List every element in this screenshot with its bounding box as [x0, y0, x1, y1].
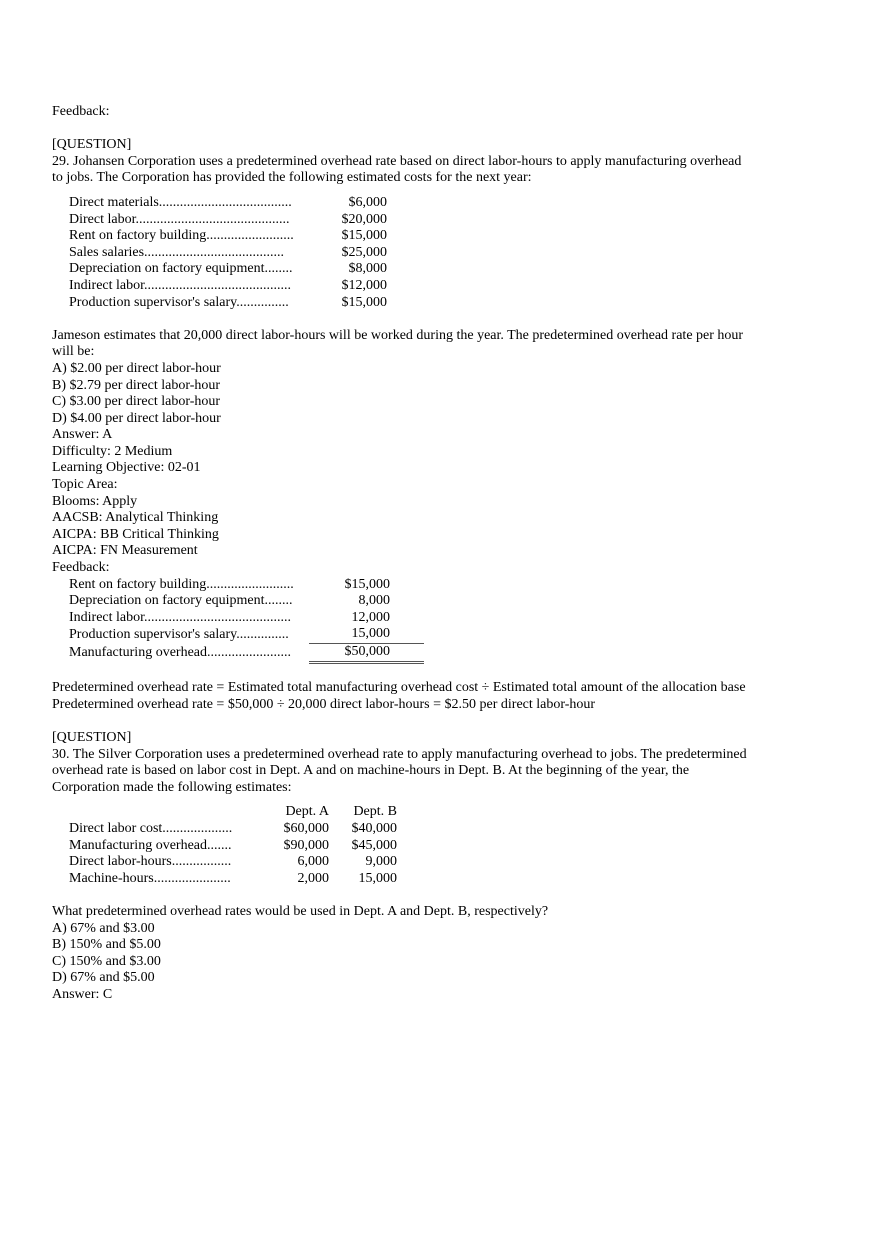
column-header-dept-b: Dept. B — [353, 804, 397, 820]
row-label: Manufacturing overhead....... — [69, 837, 232, 853]
table-row — [69, 610, 424, 627]
q30-option-c: C) 150% and $3.00 — [52, 953, 161, 969]
table-row — [69, 228, 387, 245]
dept-a-value: $60,000 — [283, 820, 329, 836]
cost-value: $15,000 — [341, 228, 387, 244]
dept-a-value: $90,000 — [283, 837, 329, 853]
q29-feedback-heading: Feedback: — [52, 560, 110, 576]
table-row — [69, 195, 387, 212]
table-row — [69, 295, 387, 312]
q29-learning-objective: Learning Objective: 02-01 — [52, 460, 201, 476]
q29-formula-computed: Predetermined overhead rate = $50,000 ÷ 20,000 direct labor-hours = $2.50 per direct labor-hour — [52, 696, 596, 712]
feedback-label: Rent on factory building......................... — [69, 576, 294, 592]
q29-cost-table — [69, 195, 387, 311]
q30-question: What predetermined overhead rates would be used in Dept. A and Dept. B, respectively? — [52, 903, 549, 919]
table-row — [69, 245, 387, 262]
q29-formula-general: Predetermined overhead rate = Estimated total manufacturing overhead cost ÷ Estimated total amount of the allocation base — [52, 680, 746, 696]
feedback-label: Manufacturing overhead........................ — [69, 644, 291, 660]
dept-b-value: $45,000 — [351, 837, 397, 853]
q29-blooms: Blooms: Apply — [52, 493, 138, 509]
table-row — [69, 821, 397, 838]
q29-option-c: C) $3.00 per direct labor-hour — [52, 394, 221, 410]
q29-aacsb: AACSB: Analytical Thinking — [52, 510, 219, 526]
q29-question: Jameson estimates that 20,000 direct labor-hours will be worked during the year. The predetermined overhead rate per hour will be: — [52, 327, 744, 360]
table-row — [69, 577, 424, 594]
q30-stem: 30. The Silver Corporation uses a predetermined overhead rate to apply manufacturing overhead to jobs. The predetermined overhead rate is based on labor cost in Dept. A and on machine-hours in Dept. B. At the beginning of the year, the Corporation made the following estimates: — [52, 746, 747, 795]
dept-b-value: 9,000 — [365, 854, 397, 870]
row-label: Direct labor-hours................. — [69, 854, 232, 870]
table-row — [69, 212, 387, 229]
table-row — [69, 871, 397, 888]
feedback-value: 15,000 — [309, 626, 390, 643]
feedback-total: $50,000 — [309, 644, 390, 663]
cost-value: $25,000 — [341, 244, 387, 260]
cost-label: Direct materials...................................... — [69, 194, 292, 210]
table-row — [69, 593, 424, 610]
feedback-label: Depreciation on factory equipment........ — [69, 593, 293, 609]
dept-b-value: $40,000 — [351, 820, 397, 836]
cost-label: Indirect labor.......................................... — [69, 277, 292, 293]
cost-value: $6,000 — [348, 194, 387, 210]
table-row — [69, 854, 397, 871]
q30-option-a: A) 67% and $3.00 — [52, 920, 155, 936]
q29-aicpa-bb: AICPA: BB Critical Thinking — [52, 526, 219, 542]
cost-label: Rent on factory building......................... — [69, 228, 294, 244]
q30-answer: Answer: C — [52, 986, 113, 1002]
q29-option-b: B) $2.79 per direct labor-hour — [52, 377, 221, 393]
feedback-label: Indirect labor.......................................... — [69, 609, 292, 625]
feedback-value: $15,000 — [344, 576, 390, 592]
cost-value: $15,000 — [341, 294, 387, 310]
q29-topic-area: Topic Area: — [52, 477, 118, 493]
q29-option-d: D) $4.00 per direct labor-hour — [52, 410, 221, 426]
cost-value: $20,000 — [341, 211, 387, 227]
q29-difficulty: Difficulty: 2 Medium — [52, 443, 173, 459]
dept-b-value: 15,000 — [358, 870, 397, 886]
cost-label: Depreciation on factory equipment........ — [69, 261, 293, 277]
q29-answer: Answer: A — [52, 427, 113, 443]
row-label: Direct labor cost.................... — [69, 820, 233, 836]
document-page — [52, 104, 752, 1003]
q30-option-b: B) 150% and $5.00 — [52, 937, 161, 953]
table-row — [69, 626, 424, 643]
table-row — [69, 644, 424, 663]
q29-tag: [QUESTION] — [52, 137, 132, 153]
q29-option-a: A) $2.00 per direct labor-hour — [52, 360, 221, 376]
q29-feedback-table — [69, 577, 424, 664]
q30-option-d: D) 67% and $5.00 — [52, 970, 155, 986]
dept-a-value: 2,000 — [297, 870, 329, 886]
dept-a-value: 6,000 — [297, 854, 329, 870]
q29-aicpa-fn: AICPA: FN Measurement — [52, 543, 198, 559]
feedback-heading: Feedback: — [52, 104, 110, 119]
q30-estimates-table — [69, 804, 397, 887]
table-row — [69, 261, 387, 278]
q30-tag: [QUESTION] — [52, 729, 132, 745]
cost-label: Production supervisor's salary............... — [69, 294, 289, 310]
cost-label: Direct labor............................................ — [69, 211, 290, 227]
row-label: Machine-hours...................... — [69, 870, 231, 886]
table-header-row — [69, 804, 397, 821]
feedback-label: Production supervisor's salary............... — [69, 626, 289, 642]
table-row — [69, 838, 397, 855]
feedback-value: 8,000 — [358, 593, 390, 609]
table-row — [69, 278, 387, 295]
column-header-dept-a: Dept. A — [285, 804, 329, 820]
q29-stem: 29. Johansen Corporation uses a predetermined overhead rate based on direct labor-hours to apply manufacturing overhead to jobs. The Corporation has provided the following estimated costs for the next year: — [52, 153, 742, 186]
cost-value: $12,000 — [341, 277, 387, 293]
cost-label: Sales salaries........................................ — [69, 244, 285, 260]
cost-value: $8,000 — [348, 261, 387, 277]
feedback-value: 12,000 — [351, 609, 390, 625]
